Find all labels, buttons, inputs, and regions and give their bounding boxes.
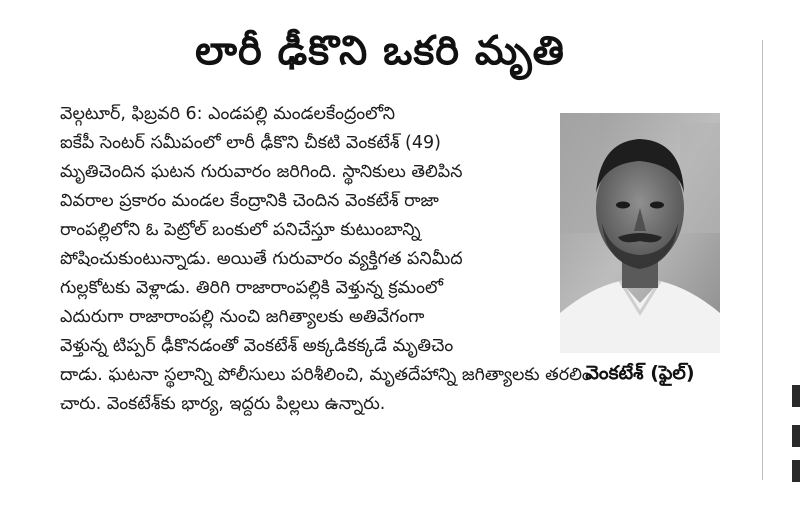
article-line: చారు. వెంకటేశ్‌కు భార్య, ఇద్దరు పిల్లలు ఉన్నారు. — [60, 394, 386, 414]
article-line: మృతిచెందిన ఘటన గురువారం జరిగింది. స్థానికులు తెలిపిన — [60, 162, 463, 182]
adjacent-column-fragment — [792, 425, 800, 447]
photo-caption: వెంకటేశ్ (ఫైల్) — [585, 362, 695, 384]
article-line: ఎదురుగా రాజారాంపల్లి నుంచి జగిత్యాలకు అతివేగంగా — [60, 307, 425, 327]
article-line: వెల్గటూర్, ఫిబ్రవరి 6: ఎండపల్లి మండలకేంద్రంలోని — [60, 104, 396, 124]
adjacent-column-fragment — [792, 385, 800, 407]
article-line: వెళ్తున్న టిప్పర్ ఢీకొనడంతో వెంకటేశ్ అక్కడికక్కడే మృతిచెం — [60, 336, 454, 356]
portrait-illustration — [560, 113, 720, 353]
portrait-photo — [560, 113, 720, 353]
article-line: గుల్లకోటకు వెళ్లాడు. తిరిగి రాజారాంపల్లికి వెళ్తున్న క్రమంలో — [60, 278, 443, 298]
article-line: ఐకేపీ సెంటర్ సమీపంలో లారీ ఢీకొని చీకటి వెంకటేశ్ (49) — [60, 133, 441, 153]
article-line: రాంపల్లిలోని ఓ పెట్రోల్ బంకులో పనిచేస్తూ కుటుంబాన్ని — [60, 220, 421, 240]
article-line: దాడు. ఘటనా స్థలాన్ని పోలీసులు పరిశీలించి, మృతదేహాన్ని జగిత్యాలకు తరలిం — [60, 365, 591, 385]
adjacent-column-fragment — [792, 460, 800, 482]
headline: లారీ ఢీకొని ఒకరి మృతి — [195, 28, 565, 74]
article-line: వివరాల ప్రకారం మండల కేంద్రానికి చెందిన వెంకటేశ్ రాజా — [60, 191, 439, 211]
column-divider — [762, 40, 763, 480]
article-line: పోషించుకుంటున్నాడు. అయితే గురువారం వ్యక్తిగత పనిమీద — [60, 249, 463, 269]
